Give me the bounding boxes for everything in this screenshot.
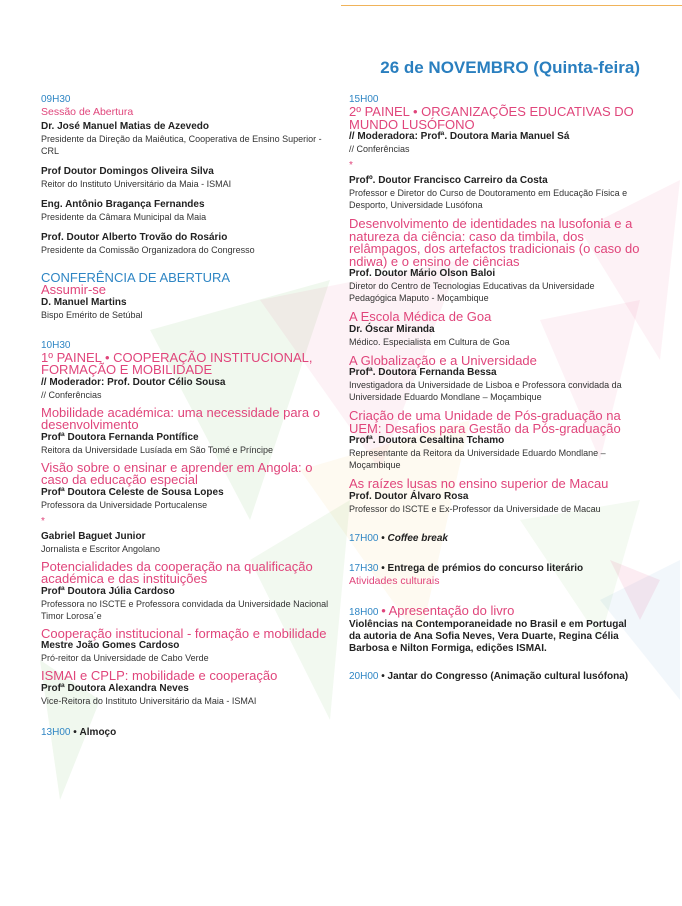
speaker-name: Profº. Doutor Francisco Carreiro da Costa xyxy=(349,175,548,186)
speaker-name: Prof. Doutor Alberto Trovão do Rosário xyxy=(41,232,228,243)
speaker-desc: Médico. Especialista em Cultura de Goa xyxy=(349,336,510,347)
speaker-desc: Presidente da Câmara Municipal da Maia xyxy=(41,212,207,222)
talk-title: ISMAI e CPLP: mobilidade e cooperação xyxy=(41,668,278,683)
speaker-name: Profª Doutora Alexandra Neves xyxy=(41,682,189,694)
talk-title: Mobilidade académica: uma necessidade para o desenvolvimento xyxy=(41,404,320,432)
speaker-name: Profª Doutora Júlia Cardoso xyxy=(41,585,175,597)
session-title: Sessão de Abertura xyxy=(41,106,134,118)
moderator: // Moderador: Prof. Doutor Célio Sousa xyxy=(41,376,226,388)
speaker-name: Profª. Doutora Cesaltina Tchamo xyxy=(349,435,505,446)
speaker-desc: Representante da Reitora da Universidade Eduardo Mondlane – Moçambique xyxy=(349,448,606,470)
speaker-name: Profª Doutora Fernanda Pontífice xyxy=(41,431,199,443)
speaker-name: Eng. Antônio Bragança Fernandes xyxy=(41,199,205,210)
speaker-desc: Bispo Emérito de Setúbal xyxy=(41,309,143,320)
speaker-name: Prof. Doutor Mário Olson Baloi xyxy=(349,268,496,279)
conferences-label: // Conferências xyxy=(349,144,410,154)
speaker-name: D. Manuel Martins xyxy=(41,296,127,308)
prize-label: Entrega de prémios do concurso literário xyxy=(387,562,584,574)
speaker-desc: Professor e Diretor do Curso de Doutoramento em Educação Física e Desporto, Universidade Lusófona xyxy=(349,188,628,210)
speaker-name: Prof Doutor Domingos Oliveira Silva xyxy=(41,166,214,177)
prize-time: 17H30 xyxy=(349,562,379,574)
speaker-desc: Presidente da Direção da Maiêutica, Cooperativa de Ensino Superior - CRL xyxy=(41,134,322,156)
speaker-name: Gabriel Baguet Junior xyxy=(41,530,146,542)
session-time: 10H30 xyxy=(41,339,71,351)
session-time: 15H00 xyxy=(349,94,379,105)
coffee-time: 17H00 xyxy=(349,532,379,544)
book-row xyxy=(349,602,641,619)
page-date: 26 de NOVEMBRO (Quinta-feira) xyxy=(380,58,640,77)
conferences-label: // Conferências xyxy=(41,389,102,400)
speaker-name: Prof. Doutor Álvaro Rosa xyxy=(349,490,469,502)
coffee-label: Coffee break xyxy=(387,532,448,544)
talk-title: Cooperação institucional - formação e mobilidade xyxy=(41,625,327,641)
speaker-desc: Professora da Universidade Portucalense xyxy=(41,499,208,510)
book-desc: Violências na Contemporaneidade no Brasil e em Portugal da autoria de Ana Sofia Neves, Vera Duarte, Regina Célia Barbosa e Nilton Formiga, edições ISMAI. xyxy=(349,618,627,654)
left-column xyxy=(41,94,331,739)
speaker-desc: Reitor do Instituto Universitário da Maia - ISMAI xyxy=(41,179,232,189)
bullet-separator: • xyxy=(381,602,386,618)
bullet-separator: • xyxy=(73,726,77,738)
talk-title: Criação de uma Unidade de Pós-graduação na UEM: Desafios para Gestão da Pós-graduação xyxy=(349,408,621,436)
dinner-label: Jantar do Congresso (Animação cultural lusófona) xyxy=(387,670,629,682)
prize-row xyxy=(349,563,641,575)
book-time: 18H00 xyxy=(349,606,379,618)
lunch-row xyxy=(41,727,331,739)
talk-title: Potencialidades da cooperação na qualificação académica e das instituições xyxy=(41,558,313,586)
bullet-separator: • xyxy=(381,532,385,544)
speaker-desc: Investigadora da Universidade de Lisboa e Professora convidada da Universidade Eduardo Mondlane – Moçambique xyxy=(349,380,622,402)
lunch-label: Almoço xyxy=(79,726,117,738)
lunch-time: 13H00 xyxy=(41,726,71,738)
bullet-separator: • xyxy=(381,670,385,682)
talk-title: Visão sobre o ensinar e aprender em Angola: o caso da educação especial xyxy=(41,459,313,487)
conference-title: CONFERÊNCIA DE ABERTURA xyxy=(41,270,231,285)
talk-title: As raízes lusas no ensino superior de Macau xyxy=(349,476,609,491)
placeholder-star: * xyxy=(349,160,353,171)
speaker-desc: Pró-reitor da Universidade de Cabo Verde xyxy=(41,653,209,663)
speaker-desc: Presidente da Comissão Organizadora do Congresso xyxy=(41,245,255,255)
speaker-name: Profª Doutora Celeste de Sousa Lopes xyxy=(41,486,224,498)
talk-title: A Globalização e a Universidade xyxy=(349,352,537,368)
conference-subtitle: Assumir-se xyxy=(41,282,107,297)
moderator: // Moderadora: Profª. Doutora Maria Manuel Sá xyxy=(349,131,570,142)
speaker-name: Profª. Doutora Fernanda Bessa xyxy=(349,367,497,378)
speaker-desc: Professora no ISCTE e Professora convidada da Universidade Nacional Timor Lorosa´e xyxy=(41,598,329,621)
speaker-desc: Professor do ISCTE e Ex-Professor da Universidade de Macau xyxy=(349,503,601,514)
panel-title: 2º PAINEL • ORGANIZAÇÕES EDUCATIVAS DO MUNDO LUSÓFONO xyxy=(349,104,634,132)
talk-title: Desenvolvimento de identidades na lusofonia e a natureza da ciência: caso da timbila, dos relâmpagos, dos artefactos tradicionais (o caso do ndiwa) e o ensino de ciências xyxy=(349,216,640,269)
speaker-desc: Vice-Reitora do Instituto Universitário da Maia - ISMAI xyxy=(41,695,257,706)
speaker-desc: Jornalista e Escritor Angolano xyxy=(41,543,161,554)
panel-title: 1º PAINEL • COOPERAÇÃO INSTITUCIONAL, FORMAÇÃO E MOBILIDADE xyxy=(41,349,313,377)
speaker-desc: Reitora da Universidade Lusíada em São Tomé e Príncipe xyxy=(41,444,273,455)
speaker-name: Dr. Óscar Miranda xyxy=(349,323,435,335)
dinner-row xyxy=(349,671,641,683)
dinner-time: 20H00 xyxy=(349,670,379,682)
top-rule xyxy=(341,5,682,6)
prize-sub: Atividades culturais xyxy=(349,574,440,587)
book-title: Apresentação do livro xyxy=(388,602,515,618)
bullet-separator: • xyxy=(381,562,385,574)
session-time: 09H30 xyxy=(41,94,71,105)
coffee-row xyxy=(349,533,641,545)
speaker-name: Dr. José Manuel Matias de Azevedo xyxy=(41,121,210,132)
talk-title: A Escola Médica de Goa xyxy=(349,309,492,324)
placeholder-star: * xyxy=(41,515,45,527)
right-column xyxy=(349,94,641,683)
speaker-desc: Diretor do Centro de Tecnologias Educativas da Universidade Pedagógica Maputo - Moçambique xyxy=(349,281,595,303)
speaker-name: Mestre João Gomes Cardoso xyxy=(41,640,180,651)
